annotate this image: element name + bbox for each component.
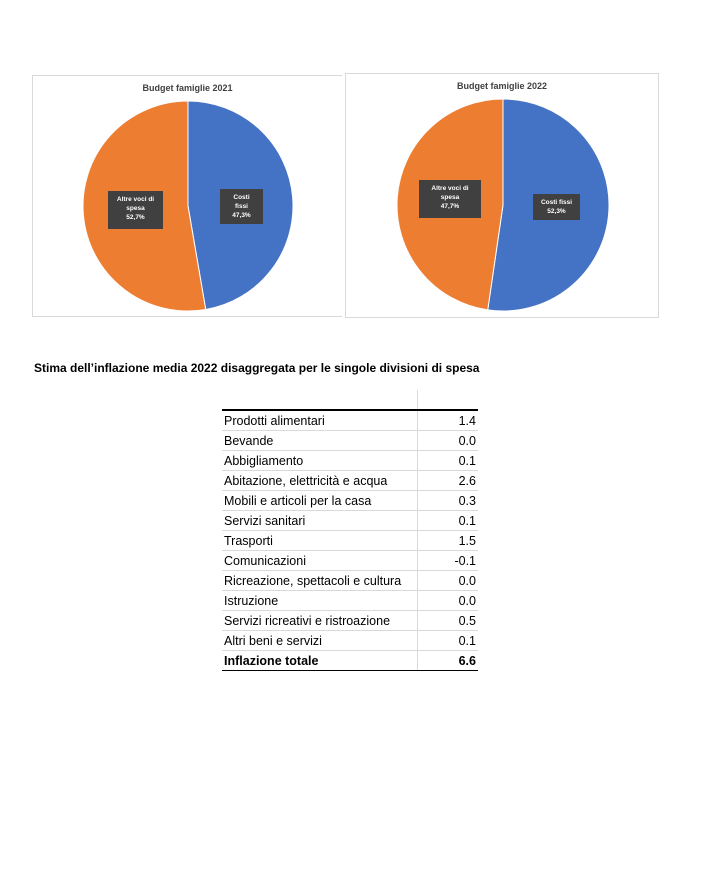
slice-label [108, 191, 163, 229]
row-value: 0.0 [418, 591, 479, 611]
row-label: Abitazione, elettricità e acqua [222, 471, 418, 491]
slice-label-line: 52,3% [547, 208, 566, 215]
row-value: 0.5 [418, 611, 479, 631]
row-label: Abbigliamento [222, 451, 418, 471]
slice-label-line: 52,7% [126, 214, 145, 221]
inflation-table [222, 390, 478, 671]
row-value: 0.0 [418, 571, 479, 591]
row-value: 1.4 [418, 410, 479, 431]
table-header-row [222, 390, 478, 410]
row-value: -0.1 [418, 551, 479, 571]
slice-label-line: spesa [126, 205, 145, 212]
row-label: Altri beni e servizi [222, 631, 418, 651]
chart-title: Budget famiglie 2021 [142, 83, 233, 93]
row-value: 0.1 [418, 631, 479, 651]
row-value: 0.1 [418, 511, 479, 531]
row-label: Bevande [222, 431, 418, 451]
row-label: Inflazione totale [222, 651, 418, 671]
row-label: Comunicazioni [222, 551, 418, 571]
row-label: Mobili e articoli per la casa [222, 491, 418, 511]
slice-label [220, 189, 263, 224]
slice-label-line: spesa [440, 194, 460, 201]
table-row [222, 451, 478, 471]
chart-title: Budget famiglie 2022 [456, 81, 548, 91]
table-row [222, 410, 478, 431]
slice-label-line: 47,7% [440, 203, 460, 210]
row-value: 0.3 [418, 491, 479, 511]
slice-label-line: Costi fissi [233, 194, 250, 210]
row-label: Servizi sanitari [222, 511, 418, 531]
header-cell [222, 390, 418, 410]
row-value: 6.6 [418, 651, 479, 671]
table-row [222, 551, 478, 571]
row-label: Ricreazione, spettacoli e cultura [222, 571, 418, 591]
table-row [222, 431, 478, 451]
pie-svg [33, 76, 343, 318]
row-value: 0.1 [418, 451, 479, 471]
row-label: Istruzione [222, 591, 418, 611]
header-cell [418, 390, 479, 410]
total-row [222, 651, 478, 671]
slice-label-line: Altre voci di [116, 196, 155, 203]
slice-label [533, 194, 580, 220]
slice-label-line: Altre voci di [431, 185, 469, 192]
table-row [222, 471, 478, 491]
table-row [222, 491, 478, 511]
table-row [222, 631, 478, 651]
row-label: Servizi ricreativi e ristroazione [222, 611, 418, 631]
table-title: Stima dell’inflazione media 2022 disaggregata per le singole divisioni di spesa [34, 361, 480, 375]
row-value: 2.6 [418, 471, 479, 491]
slice-label-line: 47,3% [232, 212, 251, 219]
pie-chart-2021 [32, 75, 342, 317]
slice-label-line: Costi fissi [540, 199, 573, 206]
row-label: Trasporti [222, 531, 418, 551]
pie-chart-2022 [345, 73, 659, 318]
slice-label [419, 180, 481, 218]
table-row [222, 611, 478, 631]
table-row [222, 591, 478, 611]
pie-svg [346, 74, 660, 319]
table-row [222, 571, 478, 591]
table-row [222, 511, 478, 531]
row-value: 1.5 [418, 531, 479, 551]
row-label: Prodotti alimentari [222, 410, 418, 431]
row-value: 0.0 [418, 431, 479, 451]
table-row [222, 531, 478, 551]
